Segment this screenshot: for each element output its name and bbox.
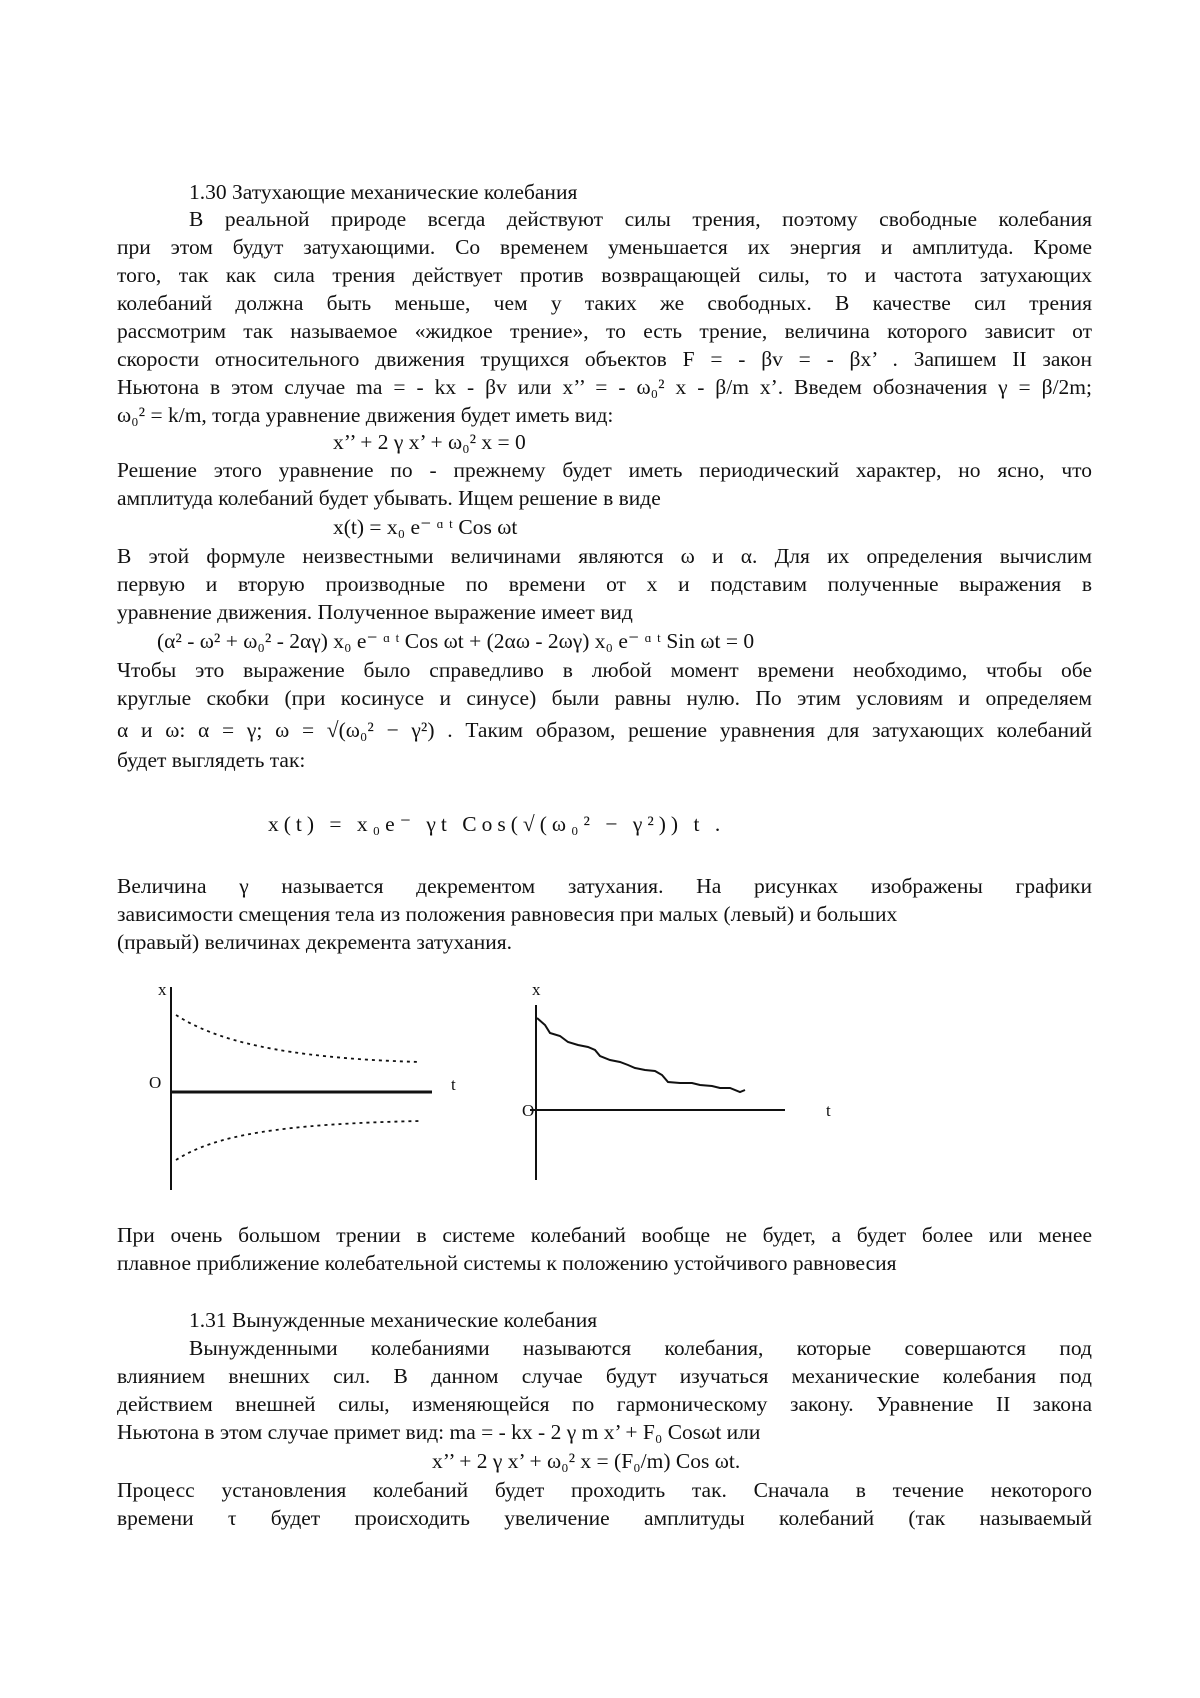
section-heading-1-31: 1.31 Вынужденные механические колебания xyxy=(189,1308,598,1332)
figure-left xyxy=(171,987,432,1190)
paragraph-line: В реальной природе всегда действуют силы трения, поэтому свободные колебания xyxy=(189,207,1092,231)
paragraph-line: α и ω: α = γ; ω = √(ω₀² − γ²) . Таким образом, решение уравнения для затухающих колебаний xyxy=(117,718,1092,742)
left-origin-label: O xyxy=(149,1073,162,1092)
paragraph-line: Величина γ называется декрементом затухания. На рисунках изображены графики xyxy=(117,874,1092,898)
paragraph-line: Ньютона в этом случае ma = - kx - βv или x’’ = - ω₀² x - β/m x’. Введем обозначения γ = β/2m; xyxy=(117,375,1092,399)
paragraph-line: Процесс установления колебаний будет проходить так. Сначала в течение некоторого xyxy=(117,1478,1092,1502)
paragraph-line: (правый) величинах декремента затухания. xyxy=(117,930,512,954)
paragraph-line: амплитуда колебаний будет убывать. Ищем решение в виде xyxy=(117,486,661,510)
paragraph-line: действием внешней силы, изменяющейся по гармоническому закону. Уравнение II закона xyxy=(117,1392,1092,1416)
equation-forced: x’’ + 2 γ x’ + ω₀² x = (F₀/m) Cos ωt. xyxy=(432,1449,741,1473)
equation-motion: x’’ + 2 γ x’ + ω₀² x = 0 xyxy=(333,430,526,454)
paragraph-line: Вынужденными колебаниями называются колебания, которые совершаются под xyxy=(189,1336,1092,1360)
paragraph-line: Чтобы это выражение было справедливо в любой момент времени необходимо, чтобы обе xyxy=(117,658,1092,682)
paragraph-line: колебаний должна быть меньше, чем у таких же свободных. В качестве сил трения xyxy=(117,291,1092,315)
paragraph-line: плавное приближение колебательной системы к положению устойчивого равновесия xyxy=(117,1251,897,1275)
paragraph-line: рассмотрим так называемое «жидкое трение», то есть трение, величина которого зависит от xyxy=(117,319,1092,343)
paragraph-line: При очень большом трении в системе колебаний вообще не будет, а будет более или менее xyxy=(117,1223,1092,1247)
section-heading-1-30: 1.30 Затухающие механические колебания xyxy=(189,180,578,204)
paragraph-line: первую и вторую производные по времени от x и подставим полученные выражения в xyxy=(117,572,1092,596)
right-decay-curve xyxy=(537,1018,745,1092)
right-y-axis-label: x xyxy=(532,980,541,999)
left-upper-envelope xyxy=(176,1015,420,1062)
paragraph-line: при этом будут затухающими. Со временем уменьшается их энергия и амплитуда. Кроме xyxy=(117,235,1092,259)
equation-damped-solution: x(t) = x₀e⁻ γt Cos(√(ω₀² − γ²)) t . xyxy=(268,812,726,836)
paragraph-line: скорости относительного движения трущихся объектов F = - βv = - βx’ . Запишем II закон xyxy=(117,347,1092,371)
paragraph-line: уравнение движения. Полученное выражение имеет вид xyxy=(117,600,633,624)
paragraph-line: зависимости смещения тела из положения равновесия при малых (левый) и больших xyxy=(117,902,898,926)
paragraph-line: ω₀² = k/m, тогда уравнение движения будет иметь вид: xyxy=(117,403,614,427)
paragraph-line: круглые скобки (при косинусе и синусе) были равны нулю. По этим условиям и определяем xyxy=(117,686,1092,710)
left-lower-envelope xyxy=(176,1121,420,1160)
left-x-axis-label: t xyxy=(451,1075,456,1094)
paragraph-line: Ньютона в этом случае примет вид: ma = - kx - 2 γ m x’ + F₀ Cosωt или xyxy=(117,1420,761,1444)
paragraph-line: влиянием внешних сил. В данном случае будут изучаться механические колебания под xyxy=(117,1364,1092,1388)
left-y-axis-label: x xyxy=(158,980,167,999)
right-origin-label: O xyxy=(522,1101,535,1120)
paragraph-line: того, так как сила трения действует против возвращающей силы, то и частота затухающих xyxy=(117,263,1092,287)
paragraph-line: времени τ будет происходить увеличение амплитуды колебаний (так называемый xyxy=(117,1506,1092,1530)
figure-right xyxy=(530,1005,785,1180)
equation-substituted: (α² - ω² + ω₀² - 2αγ) x₀ e⁻ ᵅ ᵗ Cos ωt + (2αω - 2ωγ) x₀ e⁻ ᵅ ᵗ Sin ωt = 0 xyxy=(157,629,755,653)
paragraph-line: В этой формуле неизвестными величинами являются ω и α. Для их определения вычислим xyxy=(117,544,1092,568)
equation-solution-form: x(t) = x₀ e⁻ ᵅ ᵗ Cos ωt xyxy=(333,515,518,539)
right-x-axis-label: t xyxy=(826,1101,831,1120)
paragraph-line: Решение этого уравнение по - прежнему будет иметь периодический характер, но ясно, что xyxy=(117,458,1092,482)
paragraph-line: будет выглядеть так: xyxy=(117,748,306,772)
